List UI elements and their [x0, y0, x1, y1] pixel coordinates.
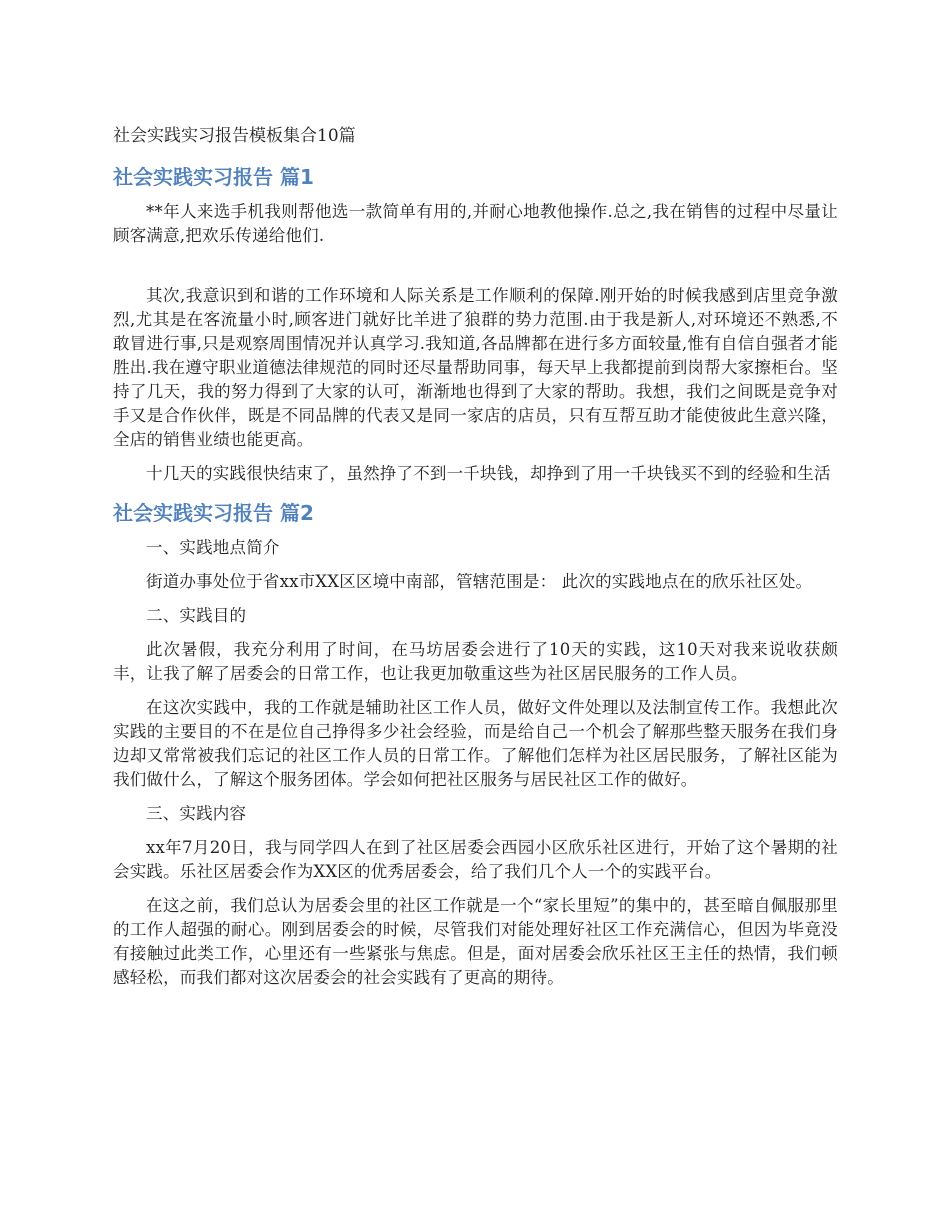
section-heading: 社会实践实习报告 篇1	[113, 165, 314, 189]
paragraph-gap	[113, 258, 838, 284]
paragraph: 在这次实践中，我的工作就是辅助社区工作人员，做好文件处理以及法制宣传工作。我想此次实践的主要目的不在是位自己挣得多少社会经验，而是给自己一个机会了解那些整天服务在我们身边却又常常被我们忘记的社区工作人员的日常工作。了解他们怎样为社区居民服务，了解社区能为我们做什么，了解这个服务团体。学会如何把社区服务与居民社区工作的做好。	[113, 698, 838, 789]
section-2	[113, 498, 838, 990]
subheading-purpose: 二、实践目的	[146, 606, 247, 625]
paragraph: 在这之前，我们总认为居委会里的社区工作就是一个“家长里短”的集中的，甚至暗自佩服那里的工作人超强的耐心。刚到居委会的时候，尽管我们对能处理好社区工作充满信心，但因为毕竟没有接触过此类工作，心里还有一些紧张与焦虑。但是，面对居委会欣乐社区王主任的热情，我们顿感轻松，而我们都对这次居委会的社会实践有了更高的期待。	[113, 896, 838, 987]
subheading-content: 三、实践内容	[146, 804, 247, 823]
paragraph: 街道办事处位于省xx市XX区区境中南部，管辖范围是： 此次的实践地点在的欣乐社区处。	[146, 572, 813, 591]
section-heading: 社会实践实习报告 篇2	[113, 501, 314, 525]
document-body	[113, 122, 838, 1000]
subheading-location: 一、实践地点简介	[146, 538, 280, 557]
section-1	[113, 162, 838, 486]
paragraph: xx年7月20日，我与同学四人在到了社区居委会西园小区欣乐社区进行，开始了这个暑期的社会实践。乐社区居委会作为XX区的优秀居委会，给了我们几个人一个的实践平台。	[113, 838, 838, 881]
paragraph: 其次,我意识到和谐的工作环境和人际关系是工作顺利的保障.刚开始的时候我感到店里竞争激烈,尤其是在客流量小时,顾客进门就好比羊进了狼群的势力范围.由于我是新人,对环境还不熟悉,不敢冒进行事,只是观察周围情况并认真学习.我知道,各品牌都在进行多方面较量,惟有自信自强者才能胜出.我在遵守职业道德法律规范的同时还尽量帮助同事，每天早上我都提前到岗帮大家擦柜台。坚持了几天，我的努力得到了大家的认可，渐渐地也得到了大家的帮助。我想，我们之间既是竞争对手又是合作伙伴，既是不同品牌的代表又是同一家店的店员，只有互帮互助才能使彼此生意兴隆，全店的销售业绩也能更高。	[113, 286, 838, 449]
document-title: 社会实践实习报告模板集合10篇	[113, 126, 356, 146]
paragraph: **年人来选手机我则帮他选一款简单有用的,并耐心地教他操作.总之,我在销售的过程中尽量让顾客满意,把欢乐传递给他们.	[113, 202, 838, 245]
paragraph: 此次暑假，我充分利用了时间，在马坊居委会进行了10天的实践，这10天对我来说收获颇丰，让我了解了居委会的日常工作，也让我更加敬重这些为社区居民服务的工作人员。	[113, 640, 838, 683]
paragraph: 十几天的实践很快结束了，虽然挣了不到一千块钱，却挣到了用一千块钱买不到的经验和生活	[146, 464, 831, 483]
